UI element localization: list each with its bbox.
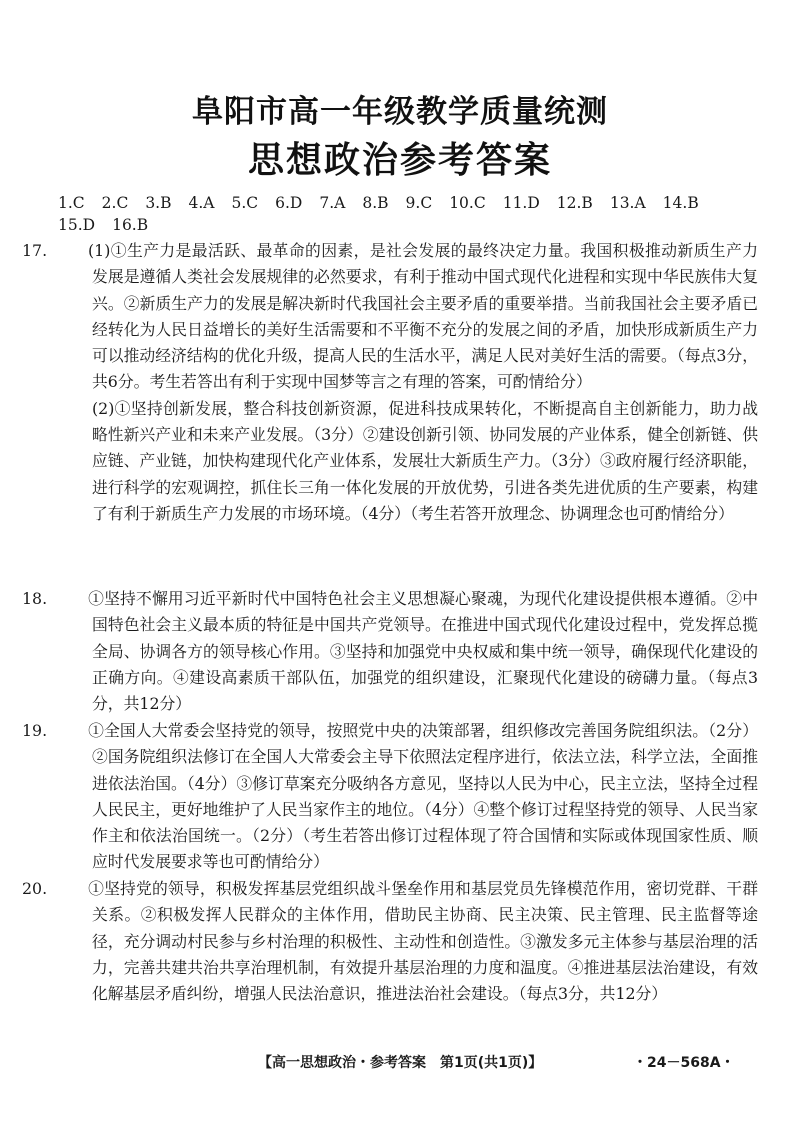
choice-answer: 1.C: [58, 194, 85, 212]
choice-answer: 7.A: [319, 194, 346, 212]
answer-text: ①全国人大常委会坚持党的领导，按照党中央的决策部署，组织修改完善国务院组织法。（2分）②国务院组织法修订在全国人大常委会主导下依照法定程序进行，依法立法，科学立法，全面推进依法治国。（4分）③修订草案充分吸纳各方意见，坚持以人民为中心，民主立法，坚持全过程人民民主，更好地维护了人民当家作主的地位。（4分）④整个修订过程坚持党的领导、人民当家作主和依法治国统一。（2分）（考生若答出修订过程体现了符合国情和实际或体现国家性质、顺应时代发展要求等也可酌情给分）: [88, 721, 758, 872]
question-17-part-2: [58, 396, 758, 527]
question-19-answer: [22, 718, 758, 876]
question-18-answer: [22, 586, 758, 717]
question-19: [22, 718, 758, 876]
choice-answer: 13.A: [609, 194, 646, 212]
question-number: 17.: [22, 241, 48, 260]
answer-text: (2)①坚持创新发展，整合科技创新资源，促进科技成果转化，不断提高自主创新能力，助力战略性新兴产业和未来产业发展。（3分）②建设创新引领、协同发展的产业体系，健全创新链、供应链、产业链，加快构建现代化产业体系，发展壮大新质生产力。（3分）③政府履行经济职能，进行科学的宏观调控，抓住长三角一体化发展的开放优势，引进各类先进优质的生产要素，构建了有利于新质生产力发展的市场环境。（4分）（考生若答开放理念、协调理念也可酌情给分）: [92, 398, 758, 523]
choice-answer: 14.B: [662, 194, 699, 212]
choice-answer: 11.D: [502, 194, 540, 212]
choice-answers: [58, 192, 716, 236]
question-20: [22, 876, 758, 1007]
question-number: 19.: [22, 721, 48, 740]
question-17-part-1: [22, 238, 758, 396]
choice-answer: 8.B: [362, 194, 389, 212]
choice-answer: 9.C: [405, 194, 433, 212]
choice-answer: 2.C: [101, 194, 129, 212]
page-title: 阜阳市高一年级教学质量统测: [192, 94, 608, 130]
choice-answer: 6.D: [275, 194, 303, 212]
choice-answer: 4.A: [188, 194, 215, 212]
answer-text: (1)①生产力是最活跃、最革命的因素，是社会发展的最终决定力量。我国积极推动新质生产力发展是遵循人类社会发展规律的必然要求，有利于推动中国式现代化进程和实现中华民族伟大复兴。②新质生产力的发展是解决新时代我国社会主要矛盾的重要举措。当前我国社会主要矛盾已经转化为人民日益增长的美好生活需要和不平衡不充分的发展之间的矛盾，加快形成新质生产力可以推动经济结构的优化升级，提高人民的生活水平，满足人民对美好生活的需要。（每点3分，共6分。考生若答出有利于实现中国梦等言之有理的答案，可酌情给分）: [88, 241, 758, 392]
question-18: [22, 586, 758, 717]
choice-answers-row-1: [58, 192, 716, 214]
question-number: 18.: [22, 589, 48, 608]
footer-code: ・24－568A・: [633, 1055, 735, 1071]
answer-text: ①坚持不懈用习近平新时代中国特色社会主义思想凝心聚魂，为现代化建设提供根本遵循。②中国特色社会主义最本质的特征是中国共产党领导。在推进中国式现代化建设过程中，党发挥总揽全局、协调各方的领导核心作用。③坚持和加强党中央权威和集中统一领导，确保现代化建设的正确方向。④建设高素质干部队伍，加强党的组织建设，汇聚现代化建设的磅礴力量。（每点3分，共12分）: [88, 589, 758, 714]
footer-label: 【高一思想政治・参考答案 第1页(共1页)】: [258, 1055, 543, 1071]
choice-answer: 16.B: [112, 216, 149, 234]
question-17: [22, 238, 758, 527]
question-20-answer: [22, 876, 758, 1007]
page-subtitle: 思想政治参考答案: [247, 140, 552, 181]
choice-answer: 12.B: [556, 194, 593, 212]
choice-answer: 15.D: [58, 216, 96, 234]
choice-answer: 3.B: [145, 194, 172, 212]
answer-text: ①坚持党的领导，积极发挥基层党组织战斗堡垒作用和基层党员先锋模范作用，密切党群、干群关系。②积极发挥人民群众的主体作用，借助民主协商、民主决策、民主管理、民主监督等途径，充分调动村民参与乡村治理的积极性、主动性和创造性。③激发多元主体参与基层治理的活力，完善共建共治共享治理机制，有效提升基层治理的力度和温度。④推进基层法治建设，有效化解基层矛盾纠纷，增强人民法治意识，推进法治社会建设。（每点3分，共12分）: [88, 879, 758, 1004]
choice-answer: 10.C: [449, 194, 486, 212]
question-number: 20.: [22, 879, 48, 898]
choice-answers-row-2: [58, 214, 716, 236]
choice-answer: 5.C: [231, 194, 259, 212]
